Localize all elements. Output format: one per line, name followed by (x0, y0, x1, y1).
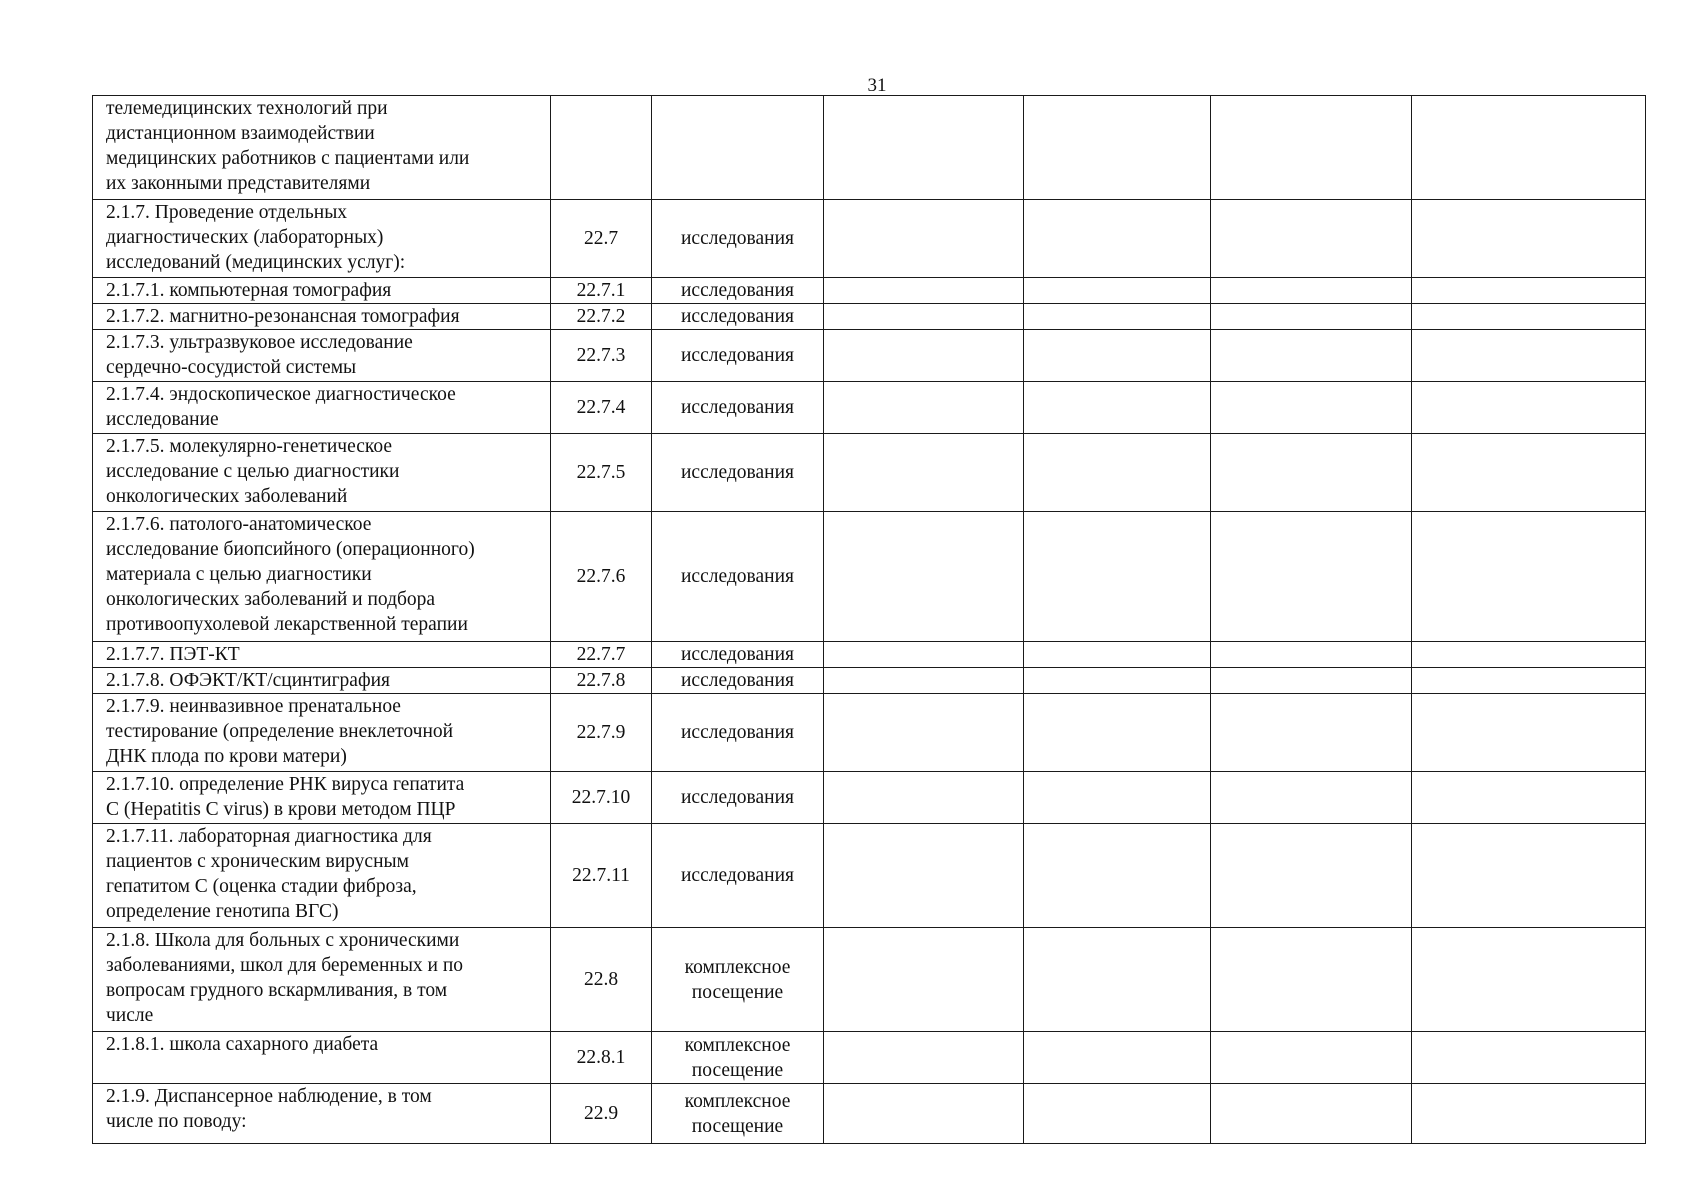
empty-value-cell (1211, 772, 1412, 824)
empty-value-cell (1211, 330, 1412, 382)
unit-cell (652, 330, 824, 382)
empty-value-cell (1211, 200, 1412, 278)
empty-value-cell (1412, 96, 1646, 200)
description-line: исследование (106, 409, 219, 430)
service-description-cell (93, 772, 551, 824)
empty-value-cell (1211, 928, 1412, 1032)
unit-line: исследования (681, 345, 794, 366)
row-code-cell: 22.7.2 (551, 304, 652, 330)
empty-value-cell (1024, 434, 1211, 512)
service-description-cell (93, 278, 551, 304)
description-line: 2.1.7.1. компьютерная томография (106, 280, 392, 301)
description-line: онкологических заболеваний (106, 486, 348, 507)
empty-value-cell (1211, 278, 1412, 304)
table-row (93, 278, 1646, 304)
description-line: их законными представителями (106, 173, 371, 194)
unit-cell (652, 304, 824, 330)
service-description-cell (93, 1032, 551, 1084)
unit-cell (652, 642, 824, 668)
row-code-cell: 22.8 (551, 928, 652, 1032)
row-code-cell: 22.9 (551, 1084, 652, 1144)
description-line: тестирование (определение внеклеточной (106, 721, 454, 742)
table-row (93, 668, 1646, 694)
table-row (93, 694, 1646, 772)
description-line: 2.1.7.2. магнитно-резонансная томография (106, 306, 460, 327)
row-code-cell: 22.7.10 (551, 772, 652, 824)
table-row (93, 772, 1646, 824)
empty-value-cell (1024, 772, 1211, 824)
unit-line: комплексное (684, 1034, 791, 1056)
description-line: пациентов с хроническим вирусным (106, 851, 409, 872)
unit-line: посещение (691, 1059, 784, 1081)
empty-value-cell (1211, 668, 1412, 694)
empty-value-cell (1024, 278, 1211, 304)
empty-value-cell (1211, 1032, 1412, 1084)
description-line: 2.1.8. Школа для больных с хроническими (106, 930, 460, 951)
empty-value-cell (1024, 928, 1211, 1032)
description-line: исследование с целью диагностики (106, 461, 400, 482)
empty-value-cell (1412, 668, 1646, 694)
empty-value-cell (1412, 200, 1646, 278)
description-line: ДНК плода по крови матери) (106, 746, 347, 767)
empty-value-cell (824, 694, 1024, 772)
empty-value-cell (824, 1032, 1024, 1084)
description-line: дистанционном взаимодействии (106, 123, 375, 144)
description-line: 2.1.7.5. молекулярно-генетическое (106, 436, 392, 457)
description-line: числе (106, 1005, 154, 1026)
description-line: материала с целью диагностики (106, 564, 372, 585)
unit-line: комплексное (684, 1090, 791, 1112)
row-code-cell (551, 96, 652, 200)
unit-cell (652, 512, 824, 642)
row-code-cell: 22.7.1 (551, 278, 652, 304)
unit-line: исследования (681, 397, 794, 418)
unit-cell (652, 668, 824, 694)
row-code-cell: 22.7.9 (551, 694, 652, 772)
unit-cell (652, 200, 824, 278)
empty-value-cell (1412, 382, 1646, 434)
table-body (93, 96, 1646, 1144)
table-row (93, 824, 1646, 928)
row-code-cell: 22.8.1 (551, 1032, 652, 1084)
description-line: 2.1.7.3. ультразвуковое исследование (106, 332, 413, 353)
row-code-cell: 22.7.5 (551, 434, 652, 512)
empty-value-cell (1211, 434, 1412, 512)
table-row (93, 304, 1646, 330)
service-description-cell (93, 694, 551, 772)
empty-value-cell (1024, 668, 1211, 694)
unit-cell (652, 772, 824, 824)
unit-cell (652, 928, 824, 1032)
unit-line: исследования (681, 787, 794, 808)
table-row (93, 330, 1646, 382)
description-line: 2.1.7.6. патолого-анатомическое (106, 514, 372, 535)
service-description-cell (93, 512, 551, 642)
service-description-cell (93, 668, 551, 694)
empty-value-cell (1024, 824, 1211, 928)
empty-value-cell (1024, 512, 1211, 642)
unit-line: исследования (681, 306, 794, 327)
empty-value-cell (1211, 642, 1412, 668)
unit-line: посещение (691, 1115, 784, 1137)
empty-value-cell (824, 668, 1024, 694)
description-line: медицинских работников с пациентами или (106, 148, 470, 169)
description-line: вопросам грудного вскармливания, в том (106, 980, 448, 1001)
table-row (93, 434, 1646, 512)
empty-value-cell (1412, 512, 1646, 642)
empty-value-cell (1211, 1084, 1412, 1144)
empty-value-cell (824, 928, 1024, 1032)
empty-value-cell (1024, 96, 1211, 200)
unit-cell (652, 824, 824, 928)
service-description-cell (93, 434, 551, 512)
empty-value-cell (824, 642, 1024, 668)
services-table (92, 95, 1646, 1144)
row-code-cell: 22.7.6 (551, 512, 652, 642)
empty-value-cell (1211, 512, 1412, 642)
description-line: числе по поводу: (106, 1111, 247, 1132)
empty-value-cell (1024, 694, 1211, 772)
description-line: заболеваниями, школ для беременных и по (106, 955, 464, 976)
empty-value-cell (824, 304, 1024, 330)
empty-value-cell (1412, 694, 1646, 772)
unit-cell (652, 694, 824, 772)
description-line: 2.1.7.7. ПЭТ-КТ (106, 644, 240, 665)
empty-value-cell (1211, 694, 1412, 772)
description-line: сердечно-сосудистой системы (106, 357, 357, 378)
table-row (93, 1032, 1646, 1084)
empty-value-cell (824, 824, 1024, 928)
table-row (93, 1084, 1646, 1144)
description-line: противоопухолевой лекарственной терапии (106, 614, 468, 635)
empty-value-cell (1024, 330, 1211, 382)
description-line: С (Hepatitis C virus) в крови методом ПЦР (106, 799, 456, 820)
unit-line: исследования (681, 228, 794, 249)
row-code-cell: 22.7.11 (551, 824, 652, 928)
empty-value-cell (1211, 96, 1412, 200)
empty-value-cell (824, 434, 1024, 512)
empty-value-cell (1412, 330, 1646, 382)
service-description-cell (93, 330, 551, 382)
empty-value-cell (1412, 1084, 1646, 1144)
unit-cell (652, 1084, 824, 1144)
empty-value-cell (1024, 200, 1211, 278)
service-description-cell (93, 642, 551, 668)
unit-line: исследования (681, 670, 794, 691)
empty-value-cell (824, 96, 1024, 200)
description-line: 2.1.7.10. определение РНК вируса гепатита (106, 774, 465, 795)
unit-line: исследования (681, 722, 794, 743)
row-code-cell: 22.7.3 (551, 330, 652, 382)
service-description-cell (93, 200, 551, 278)
unit-cell (652, 434, 824, 512)
description-line: 2.1.7.9. неинвазивное пренатальное (106, 696, 401, 717)
table-row (93, 928, 1646, 1032)
table-row (93, 512, 1646, 642)
empty-value-cell (1412, 434, 1646, 512)
unit-line: исследования (681, 644, 794, 665)
empty-value-cell (1412, 642, 1646, 668)
empty-value-cell (1211, 382, 1412, 434)
empty-value-cell (1412, 304, 1646, 330)
description-line: 2.1.7.4. эндоскопическое диагностическое (106, 384, 456, 405)
unit-cell (652, 278, 824, 304)
table-row (93, 200, 1646, 278)
row-code-cell: 22.7.8 (551, 668, 652, 694)
description-line: гепатитом С (оценка стадии фиброза, (106, 876, 417, 897)
service-description-cell (93, 382, 551, 434)
unit-cell (652, 1032, 824, 1084)
empty-value-cell (824, 278, 1024, 304)
description-line: определение генотипа ВГС) (106, 901, 339, 922)
description-line: 2.1.9. Диспансерное наблюдение, в том (106, 1086, 432, 1107)
empty-value-cell (1024, 1032, 1211, 1084)
empty-value-cell (1412, 928, 1646, 1032)
description-line: 2.1.7. Проведение отдельных (106, 202, 348, 223)
empty-value-cell (1024, 1084, 1211, 1144)
empty-value-cell (824, 330, 1024, 382)
description-line: исследований (медицинских услуг): (106, 252, 406, 273)
description-line: диагностических (лабораторных) (106, 227, 384, 248)
empty-value-cell (824, 772, 1024, 824)
unit-line: посещение (691, 981, 784, 1003)
unit-line: исследования (681, 865, 794, 886)
service-description-cell (93, 304, 551, 330)
description-line: исследование биопсийного (операционного) (106, 539, 475, 560)
empty-value-cell (824, 1084, 1024, 1144)
empty-value-cell (1211, 824, 1412, 928)
description-line: телемедицинских технологий при (106, 98, 388, 119)
table-row (93, 642, 1646, 668)
empty-value-cell (824, 200, 1024, 278)
page-number: 31 (867, 75, 887, 96)
unit-line: исследования (681, 566, 794, 587)
empty-value-cell (1412, 824, 1646, 928)
unit-line: комплексное (684, 956, 791, 978)
empty-value-cell (1211, 304, 1412, 330)
row-code-cell: 22.7.7 (551, 642, 652, 668)
row-code-cell: 22.7 (551, 200, 652, 278)
empty-value-cell (1412, 278, 1646, 304)
empty-value-cell (824, 382, 1024, 434)
empty-value-cell (1024, 382, 1211, 434)
empty-value-cell (824, 512, 1024, 642)
service-description-cell (93, 928, 551, 1032)
table-row (93, 96, 1646, 200)
service-description-cell (93, 96, 551, 200)
empty-value-cell (1024, 304, 1211, 330)
service-description-cell (93, 824, 551, 928)
unit-cell (652, 96, 824, 200)
description-line: 2.1.8.1. школа сахарного диабета (106, 1034, 379, 1055)
unit-line: исследования (681, 462, 794, 483)
description-line: онкологических заболеваний и подбора (106, 589, 436, 610)
row-code-cell: 22.7.4 (551, 382, 652, 434)
table-row (93, 382, 1646, 434)
empty-value-cell (1024, 642, 1211, 668)
unit-cell (652, 382, 824, 434)
description-line: 2.1.7.11. лабораторная диагностика для (106, 826, 432, 847)
description-line: 2.1.7.8. ОФЭКТ/КТ/сцинтиграфия (106, 670, 391, 691)
empty-value-cell (1412, 772, 1646, 824)
empty-value-cell (1412, 1032, 1646, 1084)
unit-line: исследования (681, 280, 794, 301)
service-description-cell (93, 1084, 551, 1144)
